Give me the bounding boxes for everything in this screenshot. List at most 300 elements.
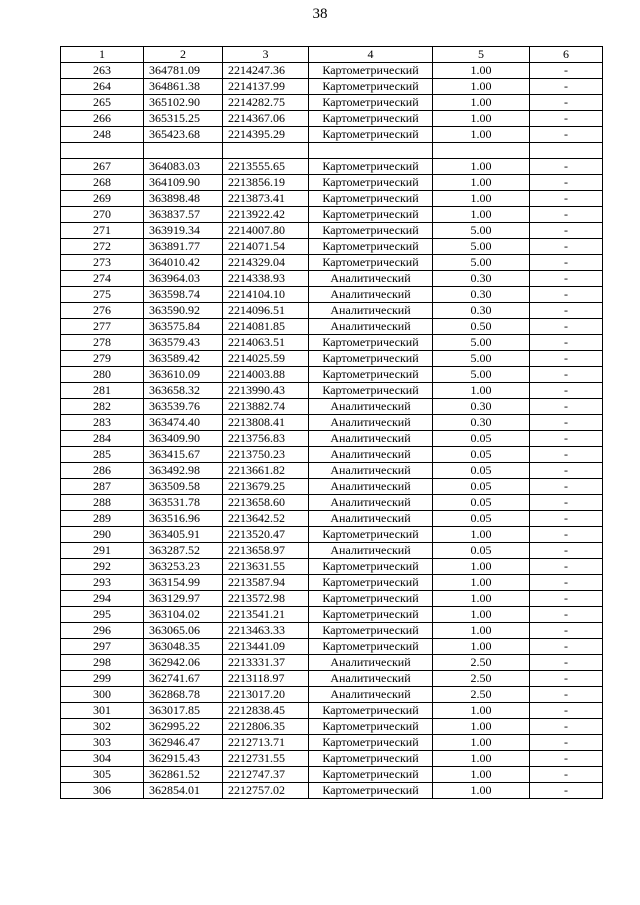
cell-x: 363129.97 — [144, 591, 223, 607]
cell-method: Аналитический — [309, 447, 433, 463]
cell-point-number: 281 — [61, 383, 144, 399]
table-row — [61, 367, 603, 383]
cell-point-number: 267 — [61, 159, 144, 175]
header-row — [61, 47, 603, 63]
cell-point-number: 264 — [61, 79, 144, 95]
cell-description: - — [530, 271, 603, 287]
cell-method: Аналитический — [309, 479, 433, 495]
cell-method: Картометрический — [309, 335, 433, 351]
cell-y: 2213631.55 — [223, 559, 309, 575]
cell-accuracy: 0.30 — [433, 415, 530, 431]
cell-y: 2214247.36 — [223, 63, 309, 79]
cell-y: 2213990.43 — [223, 383, 309, 399]
cell-y: 2214007.80 — [223, 223, 309, 239]
cell-accuracy: 0.05 — [433, 543, 530, 559]
table-row — [61, 143, 603, 159]
table-row — [61, 127, 603, 143]
cell-y: 2213555.65 — [223, 159, 309, 175]
table-row — [61, 63, 603, 79]
cell-y: 2213441.09 — [223, 639, 309, 655]
cell-method: Картометрический — [309, 95, 433, 111]
cell-method: Картометрический — [309, 351, 433, 367]
cell-point-number: 275 — [61, 287, 144, 303]
cell-y: 2214137.99 — [223, 79, 309, 95]
cell-point-number: 274 — [61, 271, 144, 287]
cell-y — [223, 143, 309, 159]
cell-y: 2213572.98 — [223, 591, 309, 607]
cell-x: 363590.92 — [144, 303, 223, 319]
cell-x: 363104.02 — [144, 607, 223, 623]
cell-method: Картометрический — [309, 783, 433, 799]
cell-y: 2214367.06 — [223, 111, 309, 127]
cell-description: - — [530, 719, 603, 735]
cell-accuracy: 1.00 — [433, 591, 530, 607]
cell-description: - — [530, 223, 603, 239]
cell-accuracy: 0.05 — [433, 431, 530, 447]
cell-accuracy: 5.00 — [433, 255, 530, 271]
cell-point-number: 269 — [61, 191, 144, 207]
cell-accuracy: 1.00 — [433, 607, 530, 623]
cell-method: Аналитический — [309, 655, 433, 671]
cell-method: Картометрический — [309, 607, 433, 623]
cell-point-number: 283 — [61, 415, 144, 431]
cell-accuracy: 0.30 — [433, 271, 530, 287]
cell-description: - — [530, 79, 603, 95]
cell-description: - — [530, 95, 603, 111]
cell-method: Картометрический — [309, 111, 433, 127]
cell-description: - — [530, 111, 603, 127]
cell-x: 362854.01 — [144, 783, 223, 799]
table-row — [61, 447, 603, 463]
table-row — [61, 495, 603, 511]
cell-x: 363154.99 — [144, 575, 223, 591]
cell-method: Картометрический — [309, 175, 433, 191]
cell-method: Аналитический — [309, 319, 433, 335]
cell-x: 362861.52 — [144, 767, 223, 783]
table-row — [61, 351, 603, 367]
cell-x: 363492.98 — [144, 463, 223, 479]
cell-description: - — [530, 543, 603, 559]
cell-accuracy: 1.00 — [433, 703, 530, 719]
cell-description: - — [530, 495, 603, 511]
table-row — [61, 175, 603, 191]
cell-x: 363598.74 — [144, 287, 223, 303]
cell-y: 2213520.47 — [223, 527, 309, 543]
cell-method: Картометрический — [309, 735, 433, 751]
table-row — [61, 255, 603, 271]
cell-x: 363837.57 — [144, 207, 223, 223]
table-row — [61, 303, 603, 319]
cell-y: 2213661.82 — [223, 463, 309, 479]
cell-point-number: 292 — [61, 559, 144, 575]
cell-accuracy: 1.00 — [433, 191, 530, 207]
table-row — [61, 79, 603, 95]
page-number: 38 — [312, 6, 328, 22]
cell-description: - — [530, 415, 603, 431]
cell-x: 363610.09 — [144, 367, 223, 383]
cell-accuracy: 1.00 — [433, 383, 530, 399]
cell-method: Картометрический — [309, 767, 433, 783]
cell-x: 363575.84 — [144, 319, 223, 335]
table-row — [61, 703, 603, 719]
cell-y: 2214282.75 — [223, 95, 309, 111]
cell-y: 2212747.37 — [223, 767, 309, 783]
cell-point-number: 304 — [61, 751, 144, 767]
cell-point-number: 290 — [61, 527, 144, 543]
cell-accuracy: 1.00 — [433, 735, 530, 751]
cell-accuracy — [433, 143, 530, 159]
cell-method: Картометрический — [309, 239, 433, 255]
cell-accuracy: 5.00 — [433, 351, 530, 367]
cell-y: 2214025.59 — [223, 351, 309, 367]
cell-accuracy: 2.50 — [433, 655, 530, 671]
column-header-accuracy: 5 — [433, 47, 530, 63]
cell-x: 363509.58 — [144, 479, 223, 495]
cell-point-number: 296 — [61, 623, 144, 639]
cell-method: Аналитический — [309, 687, 433, 703]
table-row — [61, 607, 603, 623]
cell-point-number: 270 — [61, 207, 144, 223]
cell-method: Аналитический — [309, 463, 433, 479]
table-row — [61, 239, 603, 255]
cell-x: 363579.43 — [144, 335, 223, 351]
cell-point-number: 276 — [61, 303, 144, 319]
cell-y: 2212838.45 — [223, 703, 309, 719]
cell-y: 2214071.54 — [223, 239, 309, 255]
cell-accuracy: 0.05 — [433, 495, 530, 511]
cell-description: - — [530, 671, 603, 687]
cell-method: Картометрический — [309, 207, 433, 223]
cell-point-number: 272 — [61, 239, 144, 255]
cell-y: 2212757.02 — [223, 783, 309, 799]
cell-y: 2214003.88 — [223, 367, 309, 383]
cell-point-number: 285 — [61, 447, 144, 463]
table-row — [61, 719, 603, 735]
cell-x: 365315.25 — [144, 111, 223, 127]
cell-accuracy: 0.30 — [433, 287, 530, 303]
cell-point-number: 300 — [61, 687, 144, 703]
cell-accuracy: 0.30 — [433, 399, 530, 415]
cell-x: 365102.90 — [144, 95, 223, 111]
cell-description: - — [530, 367, 603, 383]
cell-accuracy: 2.50 — [433, 687, 530, 703]
cell-x: 364083.03 — [144, 159, 223, 175]
cell-y: 2213463.33 — [223, 623, 309, 639]
cell-point-number: 271 — [61, 223, 144, 239]
cell-method: Картометрический — [309, 639, 433, 655]
cell-x: 362868.78 — [144, 687, 223, 703]
cell-x: 363898.48 — [144, 191, 223, 207]
cell-method: Аналитический — [309, 543, 433, 559]
cell-x: 363964.03 — [144, 271, 223, 287]
cell-point-number: 279 — [61, 351, 144, 367]
cell-method: Аналитический — [309, 431, 433, 447]
cell-point-number: 297 — [61, 639, 144, 655]
cell-x: 363253.23 — [144, 559, 223, 575]
cell-point-number: 291 — [61, 543, 144, 559]
cell-description: - — [530, 431, 603, 447]
cell-accuracy: 1.00 — [433, 95, 530, 111]
cell-description: - — [530, 527, 603, 543]
cell-x: 363048.35 — [144, 639, 223, 655]
cell-accuracy: 2.50 — [433, 671, 530, 687]
cell-y: 2213808.41 — [223, 415, 309, 431]
cell-description: - — [530, 687, 603, 703]
cell-point-number: 306 — [61, 783, 144, 799]
cell-description: - — [530, 655, 603, 671]
cell-x: 363658.32 — [144, 383, 223, 399]
cell-accuracy: 0.05 — [433, 479, 530, 495]
cell-point-number: 302 — [61, 719, 144, 735]
cell-accuracy: 1.00 — [433, 159, 530, 175]
cell-point-number — [61, 143, 144, 159]
cell-method: Аналитический — [309, 399, 433, 415]
cell-accuracy: 5.00 — [433, 239, 530, 255]
cell-point-number: 295 — [61, 607, 144, 623]
table-row — [61, 511, 603, 527]
cell-accuracy: 1.00 — [433, 559, 530, 575]
cell-description: - — [530, 735, 603, 751]
cell-y: 2213679.25 — [223, 479, 309, 495]
cell-accuracy: 1.00 — [433, 79, 530, 95]
cell-y: 2212731.55 — [223, 751, 309, 767]
cell-description: - — [530, 127, 603, 143]
cell-description: - — [530, 351, 603, 367]
cell-x: 363065.06 — [144, 623, 223, 639]
table-row — [61, 591, 603, 607]
table-row — [61, 287, 603, 303]
cell-description: - — [530, 319, 603, 335]
cell-description: - — [530, 383, 603, 399]
cell-accuracy: 1.00 — [433, 783, 530, 799]
cell-method: Картометрический — [309, 719, 433, 735]
cell-y: 2214104.10 — [223, 287, 309, 303]
coordinates-table — [60, 46, 603, 799]
cell-y: 2212713.71 — [223, 735, 309, 751]
cell-description: - — [530, 175, 603, 191]
cell-method: Картометрический — [309, 127, 433, 143]
table-row — [61, 639, 603, 655]
cell-method: Картометрический — [309, 575, 433, 591]
cell-description: - — [530, 239, 603, 255]
cell-method: Картометрический — [309, 623, 433, 639]
cell-accuracy: 0.05 — [433, 447, 530, 463]
cell-point-number: 301 — [61, 703, 144, 719]
cell-method: Картометрический — [309, 559, 433, 575]
table-row — [61, 415, 603, 431]
cell-description: - — [530, 751, 603, 767]
cell-y: 2214096.51 — [223, 303, 309, 319]
table-row — [61, 751, 603, 767]
cell-accuracy: 1.00 — [433, 575, 530, 591]
cell-y: 2212806.35 — [223, 719, 309, 735]
cell-accuracy: 1.00 — [433, 639, 530, 655]
cell-method: Картометрический — [309, 159, 433, 175]
cell-y: 2214338.93 — [223, 271, 309, 287]
cell-x — [144, 143, 223, 159]
cell-point-number: 277 — [61, 319, 144, 335]
cell-y: 2213331.37 — [223, 655, 309, 671]
cell-y: 2213873.41 — [223, 191, 309, 207]
cell-x: 363017.85 — [144, 703, 223, 719]
cell-method: Картометрический — [309, 751, 433, 767]
cell-x: 364781.09 — [144, 63, 223, 79]
cell-y: 2214063.51 — [223, 335, 309, 351]
cell-point-number: 282 — [61, 399, 144, 415]
cell-accuracy: 1.00 — [433, 207, 530, 223]
cell-accuracy: 1.00 — [433, 111, 530, 127]
cell-description: - — [530, 287, 603, 303]
cell-accuracy: 0.30 — [433, 303, 530, 319]
table-row — [61, 111, 603, 127]
cell-y: 2214081.85 — [223, 319, 309, 335]
cell-x: 362995.22 — [144, 719, 223, 735]
cell-method: Картометрический — [309, 223, 433, 239]
cell-method: Аналитический — [309, 671, 433, 687]
cell-method: Картометрический — [309, 63, 433, 79]
cell-y: 2213642.52 — [223, 511, 309, 527]
table-row — [61, 623, 603, 639]
cell-method: Картометрический — [309, 527, 433, 543]
cell-point-number: 266 — [61, 111, 144, 127]
cell-y: 2213587.94 — [223, 575, 309, 591]
cell-point-number: 303 — [61, 735, 144, 751]
cell-x: 364109.90 — [144, 175, 223, 191]
cell-x: 363474.40 — [144, 415, 223, 431]
cell-x: 363919.34 — [144, 223, 223, 239]
table-row — [61, 399, 603, 415]
column-header-y: 3 — [223, 47, 309, 63]
cell-description: - — [530, 703, 603, 719]
cell-x: 363415.67 — [144, 447, 223, 463]
table-row — [61, 383, 603, 399]
cell-point-number: 273 — [61, 255, 144, 271]
cell-point-number: 288 — [61, 495, 144, 511]
cell-y: 2213658.97 — [223, 543, 309, 559]
cell-method: Картометрический — [309, 591, 433, 607]
cell-accuracy: 1.00 — [433, 127, 530, 143]
table-row — [61, 319, 603, 335]
cell-accuracy: 1.00 — [433, 767, 530, 783]
cell-description: - — [530, 479, 603, 495]
cell-accuracy: 5.00 — [433, 335, 530, 351]
cell-accuracy: 0.05 — [433, 511, 530, 527]
cell-y: 2213118.97 — [223, 671, 309, 687]
cell-x: 363589.42 — [144, 351, 223, 367]
cell-y: 2213541.21 — [223, 607, 309, 623]
cell-method: Картометрический — [309, 383, 433, 399]
table-row — [61, 655, 603, 671]
cell-method: Аналитический — [309, 511, 433, 527]
table-row — [61, 575, 603, 591]
table-row — [61, 527, 603, 543]
cell-method: Картометрический — [309, 367, 433, 383]
cell-description — [530, 143, 603, 159]
table-row — [61, 463, 603, 479]
cell-x: 363409.90 — [144, 431, 223, 447]
column-header-point-number: 1 — [61, 47, 144, 63]
cell-y: 2213658.60 — [223, 495, 309, 511]
table-row — [61, 223, 603, 239]
cell-y: 2213750.23 — [223, 447, 309, 463]
cell-method: Картометрический — [309, 255, 433, 271]
cell-description: - — [530, 159, 603, 175]
cell-y: 2214329.04 — [223, 255, 309, 271]
cell-point-number: 305 — [61, 767, 144, 783]
cell-x: 362741.67 — [144, 671, 223, 687]
cell-x: 363891.77 — [144, 239, 223, 255]
cell-description: - — [530, 335, 603, 351]
cell-point-number: 293 — [61, 575, 144, 591]
table-row — [61, 207, 603, 223]
cell-point-number: 265 — [61, 95, 144, 111]
cell-point-number: 299 — [61, 671, 144, 687]
cell-point-number: 289 — [61, 511, 144, 527]
cell-method: Аналитический — [309, 495, 433, 511]
cell-x: 363539.76 — [144, 399, 223, 415]
table-row — [61, 431, 603, 447]
cell-accuracy: 1.00 — [433, 527, 530, 543]
cell-x: 362915.43 — [144, 751, 223, 767]
cell-description: - — [530, 767, 603, 783]
cell-x: 364010.42 — [144, 255, 223, 271]
cell-method: Картометрический — [309, 79, 433, 95]
cell-method: Картометрический — [309, 703, 433, 719]
cell-description: - — [530, 303, 603, 319]
table-row — [61, 687, 603, 703]
cell-x: 363405.91 — [144, 527, 223, 543]
table-header — [61, 47, 603, 63]
cell-x: 363516.96 — [144, 511, 223, 527]
table-row — [61, 783, 603, 799]
cell-point-number: 284 — [61, 431, 144, 447]
cell-point-number: 298 — [61, 655, 144, 671]
cell-point-number: 287 — [61, 479, 144, 495]
cell-method: Аналитический — [309, 415, 433, 431]
cell-x: 364861.38 — [144, 79, 223, 95]
cell-accuracy: 1.00 — [433, 751, 530, 767]
table-row — [61, 543, 603, 559]
cell-y: 2214395.29 — [223, 127, 309, 143]
cell-description: - — [530, 63, 603, 79]
cell-description: - — [530, 511, 603, 527]
table-row — [61, 271, 603, 287]
cell-x: 362942.06 — [144, 655, 223, 671]
cell-y: 2213756.83 — [223, 431, 309, 447]
table-row — [61, 735, 603, 751]
cell-description: - — [530, 639, 603, 655]
cell-method: Аналитический — [309, 303, 433, 319]
column-header-description: 6 — [530, 47, 603, 63]
cell-x: 365423.68 — [144, 127, 223, 143]
cell-method: Аналитический — [309, 271, 433, 287]
table-row — [61, 95, 603, 111]
cell-y: 2213882.74 — [223, 399, 309, 415]
cell-description: - — [530, 447, 603, 463]
cell-point-number: 286 — [61, 463, 144, 479]
cell-point-number: 268 — [61, 175, 144, 191]
cell-accuracy: 1.00 — [433, 623, 530, 639]
cell-x: 363531.78 — [144, 495, 223, 511]
table-row — [61, 767, 603, 783]
cell-accuracy: 5.00 — [433, 367, 530, 383]
cell-method: Картометрический — [309, 191, 433, 207]
cell-accuracy: 1.00 — [433, 63, 530, 79]
cell-point-number: 248 — [61, 127, 144, 143]
cell-y: 2213017.20 — [223, 687, 309, 703]
cell-accuracy: 5.00 — [433, 223, 530, 239]
cell-description: - — [530, 255, 603, 271]
